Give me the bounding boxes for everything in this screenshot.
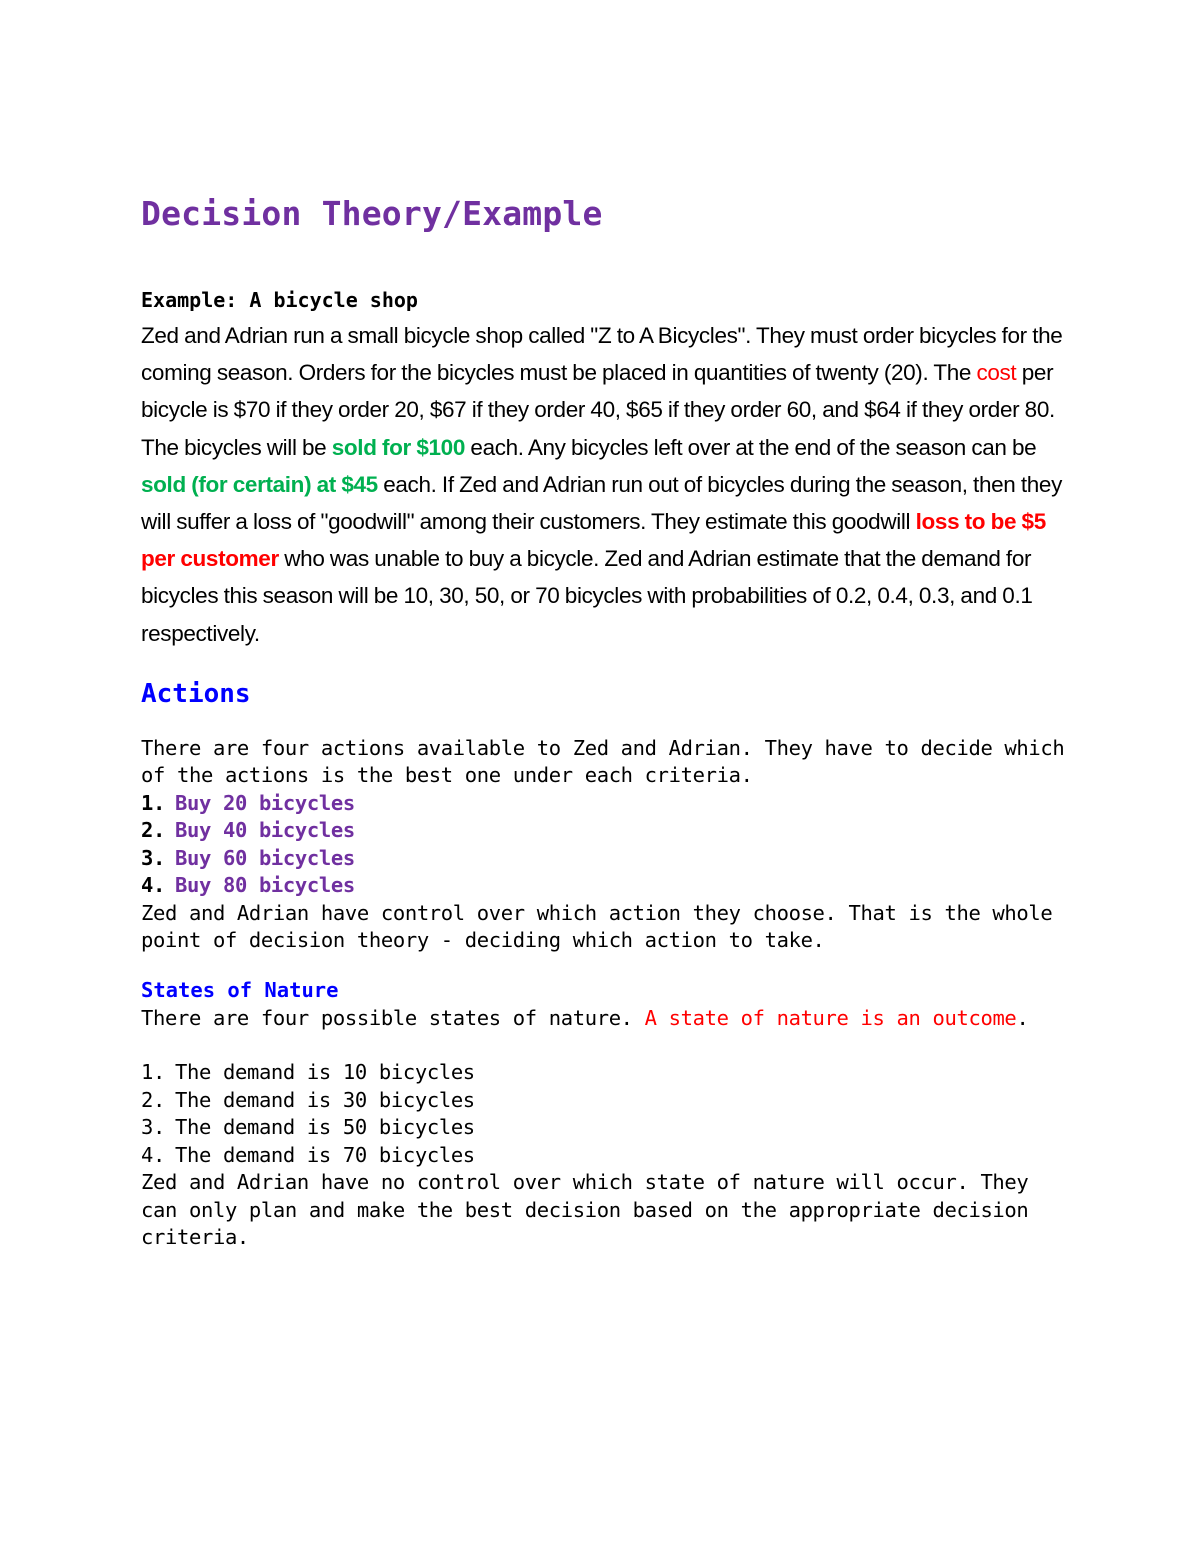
cost-highlight: cost bbox=[976, 360, 1017, 386]
salvage-price-highlight: sold (for certain) at $45 bbox=[141, 471, 378, 497]
intro-text-5: who was unable to buy a bicycle. Zed and Adrian estimate that the demand for bicycles this season will be 10, 30, 50, or 70 bicycles with probabilities of 0.2, 0.4, 0.3, and 0.1 respectively. bbox=[141, 546, 1033, 646]
action-label: Buy 40 bicycles bbox=[175, 818, 355, 843]
example-heading: Example: A bicycle shop bbox=[141, 288, 418, 312]
list-item bbox=[141, 1087, 1071, 1115]
state-label: The demand is 70 bicycles bbox=[175, 1142, 475, 1167]
list-item bbox=[141, 817, 1071, 845]
states-outro: Zed and Adrian have no control over which state of nature will occur. They can only plan and make the best decision based on the appropriate decision criteria. bbox=[141, 1170, 1029, 1250]
actions-list bbox=[141, 790, 1071, 900]
actions-heading: Actions bbox=[141, 678, 251, 709]
list-number: 1. bbox=[141, 790, 165, 815]
list-number: 4. bbox=[141, 1142, 165, 1167]
list-item bbox=[141, 1059, 1071, 1087]
states-list bbox=[141, 1059, 1071, 1169]
intro-text-2: per bicycle is $70 if they order 20, $67 if they order 40, $65 if they order 60, and $64 if they order 80. The bicycles will be bbox=[141, 360, 1055, 460]
state-definition-highlight: A state of nature is an outcome bbox=[644, 1005, 1017, 1030]
states-heading: States of Nature bbox=[141, 977, 339, 1002]
list-number: 2. bbox=[141, 818, 165, 843]
goodwill-loss-highlight: loss to be $5 per customer bbox=[141, 509, 1046, 572]
intro-text-4: each. If Zed and Adrian run out of bicycles during the season, then they will suffer a loss of "goodwill" among their customers. They estimate this goodwill bbox=[141, 471, 1062, 535]
list-item bbox=[141, 1142, 1071, 1170]
state-label: The demand is 50 bicycles bbox=[175, 1115, 475, 1140]
actions-outro: Zed and Adrian have control over which action they choose. That is the whole point of decision theory - deciding which action to take. bbox=[141, 900, 1053, 953]
list-number: 3. bbox=[141, 845, 165, 870]
states-intro-period: . bbox=[1016, 1005, 1029, 1030]
spacer bbox=[141, 1032, 1071, 1059]
page-title: Decision Theory/Example bbox=[141, 194, 603, 233]
action-label: Buy 80 bicycles bbox=[175, 873, 355, 898]
list-number: 1. bbox=[141, 1060, 165, 1085]
action-label: Buy 20 bicycles bbox=[175, 790, 355, 815]
list-item bbox=[141, 790, 1071, 818]
list-item bbox=[141, 845, 1071, 873]
intro-text-3: each. Any bicycles left over at the end of the season can be bbox=[465, 434, 1037, 460]
list-number: 2. bbox=[141, 1087, 165, 1112]
state-label: The demand is 10 bicycles bbox=[175, 1060, 475, 1085]
list-number: 4. bbox=[141, 873, 165, 898]
sold-price-highlight: sold for $100 bbox=[331, 434, 465, 460]
intro-text-1: Zed and Adrian run a small bicycle shop called "Z to A Bicycles". They must order bicycles for the coming season. Orders for the bicycles must be placed in quantities of twenty (20). The bbox=[141, 323, 1063, 386]
states-intro bbox=[141, 1005, 1071, 1033]
document-content bbox=[141, 190, 1071, 1252]
action-label: Buy 60 bicycles bbox=[175, 845, 355, 870]
states-intro-text: There are four possible states of nature. bbox=[141, 1005, 645, 1030]
list-item bbox=[141, 872, 1071, 900]
list-number: 3. bbox=[141, 1115, 165, 1140]
list-item bbox=[141, 1114, 1071, 1142]
example-paragraph bbox=[141, 317, 1071, 652]
state-label: The demand is 30 bicycles bbox=[175, 1087, 475, 1112]
actions-intro: There are four actions available to Zed and Adrian. They have to decide which of the actions is the best one under each criteria. bbox=[141, 735, 1065, 788]
